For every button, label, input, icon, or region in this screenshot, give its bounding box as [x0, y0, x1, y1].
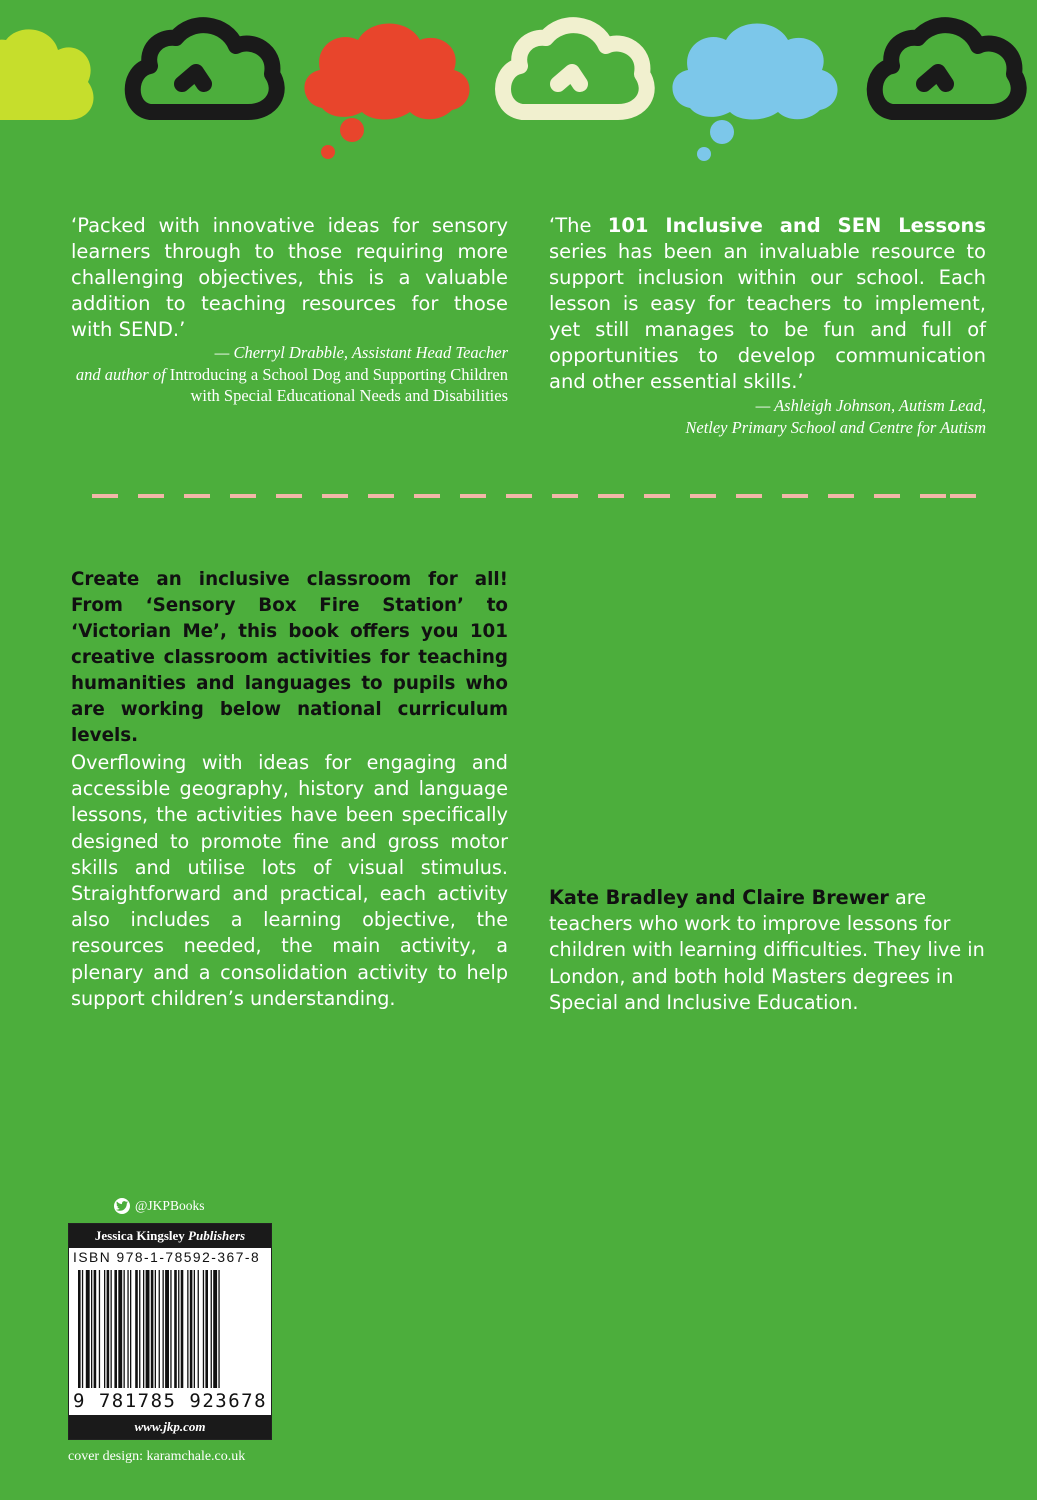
- barcode-bar: [213, 1270, 217, 1388]
- endorsement-attribution-left: [71, 342, 508, 407]
- barcode: [78, 1270, 264, 1388]
- author-names: Kate Bradley and Claire Brewer: [549, 886, 889, 909]
- divider-dash: [230, 494, 256, 498]
- barcode-bar: [130, 1270, 131, 1388]
- barcode-bar: [104, 1270, 105, 1388]
- publisher-name: Jessica Kingsley: [94, 1228, 185, 1243]
- cover-design-credit: cover design: karamchale.co.uk: [68, 1449, 246, 1464]
- barcode-bar: [99, 1270, 100, 1388]
- barcode-bar: [146, 1270, 150, 1388]
- yellow-cloud-icon: [0, 29, 94, 120]
- cloud-icons-row: [0, 0, 1037, 175]
- barcode-bar: [118, 1270, 122, 1388]
- black-cloud-icon: [133, 25, 277, 112]
- cream-cloud-icon: [503, 25, 647, 112]
- twitter-handle-text: @JKPBooks: [135, 1198, 205, 1213]
- divider-dash: [506, 494, 532, 498]
- divider-dash: [138, 494, 164, 498]
- barcode-bar: [218, 1270, 219, 1388]
- barcode-bar: [178, 1270, 179, 1388]
- barcode-bar: [82, 1270, 83, 1388]
- divider-dash: [368, 494, 394, 498]
- barcode-bar: [198, 1270, 199, 1388]
- endorsement-quote-left: ‘Packed with innovative ideas for sensory learners through to those requiring more challenging objectives, this is a valuable addition to teaching resources for those with SEND.’: [71, 214, 508, 341]
- twitter-bird-icon: [114, 1198, 130, 1214]
- black-cloud-icon: [875, 25, 1019, 112]
- divider-dash: [874, 494, 900, 498]
- barcode-bar: [111, 1270, 112, 1388]
- barcode-bar: [155, 1270, 156, 1388]
- divider-dash: [184, 494, 210, 498]
- barcode-bar: [163, 1270, 164, 1388]
- barcode-bar: [139, 1270, 140, 1388]
- divider-dash: [828, 494, 854, 498]
- barcode-bar: [194, 1270, 195, 1388]
- barcode-bar: [91, 1270, 92, 1388]
- barcode-bar: [159, 1270, 160, 1388]
- quote-open: ‘The: [549, 214, 608, 237]
- barcode-digits: 9 781785 923678: [72, 1390, 268, 1412]
- barcode-bar: [170, 1270, 171, 1388]
- dashed-divider: [92, 494, 976, 500]
- barcode-bar: [107, 1270, 110, 1388]
- barcode-bar: [205, 1270, 208, 1388]
- barcode-bar: [174, 1270, 177, 1388]
- twitter-handle[interactable]: [114, 1198, 204, 1214]
- divider-dash: [598, 494, 624, 498]
- barcode-bar: [127, 1270, 128, 1388]
- author-bio-text: are teachers who work to improve lessons for children with learning difficulties. They live in London, and both hold Masters degrees in Special and Inclusive Education.: [549, 886, 985, 1014]
- barcode-bar: [211, 1270, 212, 1388]
- attribution-role-prefix: and author of: [75, 364, 166, 384]
- divider-dash: [950, 494, 976, 498]
- barcode-bar: [124, 1270, 125, 1388]
- attribution-line-2: Netley Primary School and Centre for Autism: [685, 417, 986, 437]
- barcode-bar: [94, 1270, 97, 1388]
- barcode-bar: [165, 1270, 169, 1388]
- divider-dash: [322, 494, 348, 498]
- divider-dash: [414, 494, 440, 498]
- divider-dash: [690, 494, 716, 498]
- divider-dash: [644, 494, 670, 498]
- book-description-body: Overflowing with ideas for engaging and accessible geography, history and language lessons, the activities have been specifically designed to promote fine and gross motor skills and utilise lots of visual stimulus. Straightforward and practical, each activity also includes a learning objective, the resources needed, the main activity, a plenary and a consolidation activity to help support children’s understanding.: [71, 751, 508, 1010]
- attribution-line-1: — Ashleigh Johnson, Autism Lead,: [755, 396, 986, 415]
- divider-dash: [736, 494, 762, 498]
- publisher-suffix: Publishers: [188, 1228, 246, 1243]
- quote-rest: series has been an invaluable resource to support inclusion within our school. Each lesson is easy for teachers to implement, yet still manages to be fun and full of opportunities to develop communication and other essential skills.’: [549, 240, 986, 393]
- barcode-bar: [143, 1270, 144, 1388]
- divider-dash: [552, 494, 578, 498]
- endorsement-attribution-right: [549, 395, 986, 438]
- barcode-bar: [135, 1270, 138, 1388]
- attribution-book-title: Introducing a School Dog and Supporting Children with Special Educational Needs and Disabilities: [169, 364, 508, 405]
- book-description-lead: Create an inclusive classroom for all! From ‘Sensory Box Fire Station’ to ‘Victorian Me’, this book offers you 101 creative classroom activities for teaching humanities and languages to pupils who are working below national curriculum levels.: [71, 569, 508, 746]
- barcode-bar: [151, 1270, 154, 1388]
- barcode-bar: [203, 1270, 204, 1388]
- barcode-bar: [78, 1270, 81, 1388]
- isbn-barcode-panel: [68, 1223, 272, 1440]
- publisher-banner: [69, 1224, 271, 1248]
- red-thought-cloud-icon: [304, 24, 469, 160]
- barcode-bar: [190, 1270, 193, 1388]
- barcode-bar: [187, 1270, 188, 1388]
- divider-dash: [782, 494, 808, 498]
- divider-dash: [460, 494, 486, 498]
- divider-dash: [276, 494, 302, 498]
- attribution-name: — Cherryl Drabble, Assistant Head Teacher: [214, 343, 508, 362]
- divider-dash: [920, 494, 946, 498]
- barcode-bar: [181, 1270, 184, 1388]
- publisher-website[interactable]: www.jkp.com: [69, 1415, 271, 1439]
- blue-thought-cloud-icon: [672, 24, 837, 162]
- author-bio: [549, 885, 986, 1016]
- barcode-bar: [86, 1270, 90, 1388]
- divider-dash: [92, 494, 118, 498]
- endorsement-quote-right: [549, 213, 986, 395]
- isbn-number: ISBN 978-1-78592-367-8: [73, 1250, 261, 1265]
- series-name: 101 Inclusive and SEN Lessons: [607, 214, 986, 237]
- barcode-bar: [114, 1270, 117, 1388]
